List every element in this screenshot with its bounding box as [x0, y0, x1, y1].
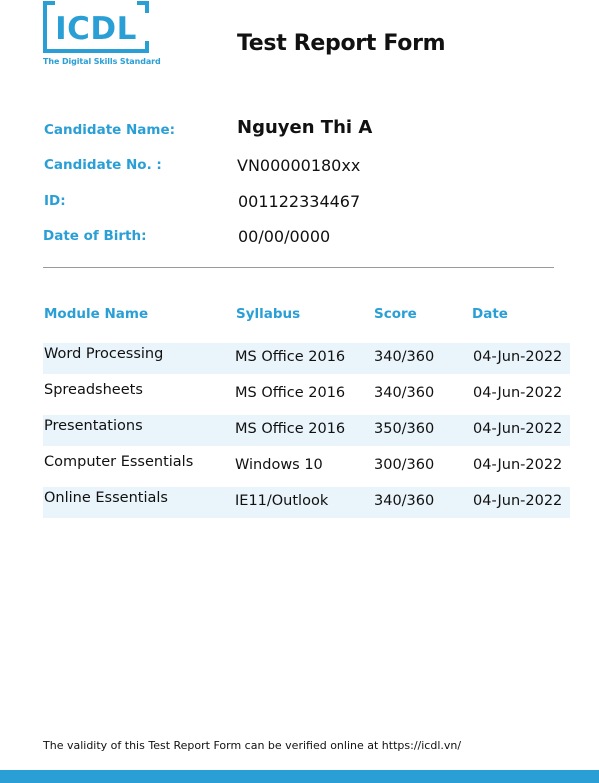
module-name: Computer Essentials	[44, 454, 194, 470]
id-label: ID:	[44, 193, 66, 209]
divider	[43, 267, 554, 268]
dob-label: Date of Birth:	[43, 228, 147, 244]
footer-bar	[0, 770, 599, 783]
score: 340/360	[374, 349, 435, 365]
syllabus: Windows 10	[235, 457, 323, 473]
test-date: 04-Jun-2022	[473, 421, 563, 437]
syllabus: MS Office 2016	[235, 421, 346, 437]
logo-tagline: The Digital Skills Standard	[43, 57, 161, 66]
id-value: 001122334467	[238, 192, 361, 211]
test-date: 04-Jun-2022	[473, 457, 563, 473]
candidate-name-label: Candidate Name:	[44, 122, 176, 138]
column-header-date: Date	[472, 306, 508, 322]
page-title: Test Report Form	[237, 31, 446, 56]
score: 340/360	[374, 385, 435, 401]
module-name: Presentations	[44, 418, 143, 434]
verification-note: The validity of this Test Report Form can be verified online at https://icdl.vn/	[43, 739, 462, 752]
module-name: Online Essentials	[44, 490, 168, 506]
module-name: Word Processing	[44, 346, 164, 362]
test-date: 04-Jun-2022	[473, 493, 563, 509]
icdl-logo	[43, 1, 150, 53]
score: 350/360	[374, 421, 435, 437]
column-header-score: Score	[374, 306, 417, 322]
table-row	[43, 379, 570, 410]
column-header-module: Module Name	[44, 306, 149, 322]
candidate-number-value: VN00000180xx	[237, 156, 361, 175]
syllabus: MS Office 2016	[235, 385, 346, 401]
logo-wordmark: ICDL	[55, 11, 137, 47]
candidate-number-label: Candidate No. :	[44, 157, 162, 173]
candidate-name-value: Nguyen Thi A	[237, 117, 373, 138]
syllabus: MS Office 2016	[235, 349, 346, 365]
module-name: Spreadsheets	[44, 382, 143, 398]
syllabus: IE11/Outlook	[235, 493, 329, 509]
table-row	[43, 451, 570, 482]
score: 300/360	[374, 457, 435, 473]
test-date: 04-Jun-2022	[473, 385, 563, 401]
table-row	[43, 487, 570, 518]
table-row	[43, 343, 570, 374]
test-date: 04-Jun-2022	[473, 349, 563, 365]
table-row	[43, 415, 570, 446]
dob-value: 00/00/0000	[238, 227, 331, 246]
column-header-syllabus: Syllabus	[236, 306, 301, 322]
score: 340/360	[374, 493, 435, 509]
